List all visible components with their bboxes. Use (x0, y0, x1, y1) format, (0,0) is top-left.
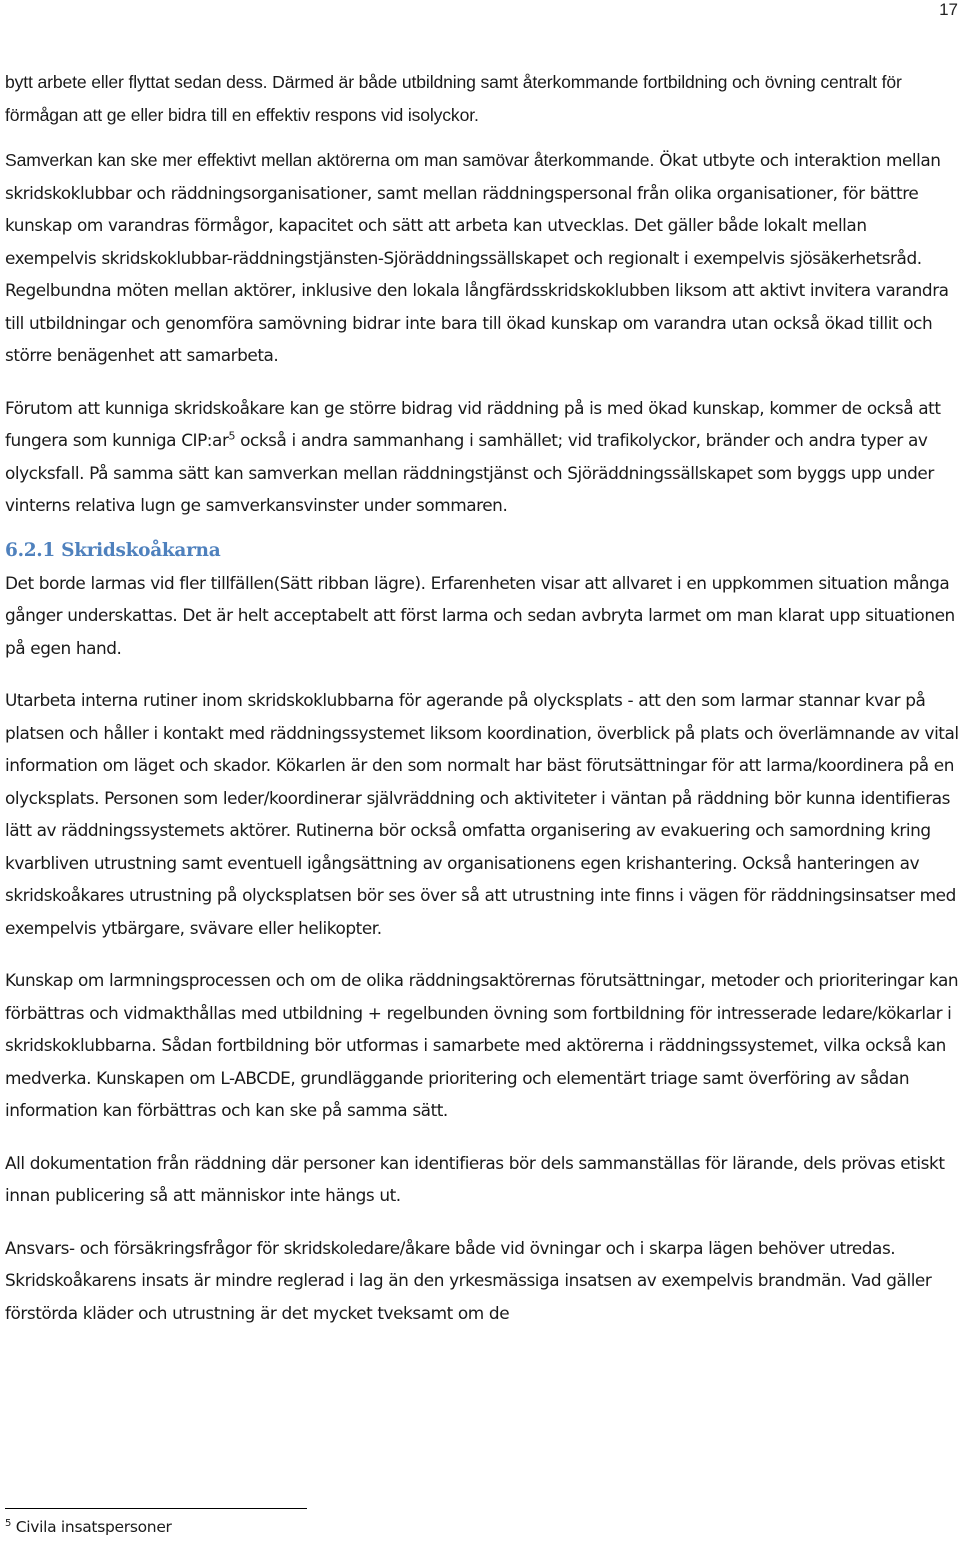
paragraph-gap (5, 1212, 960, 1232)
paragraph-cooperation (5, 144, 960, 372)
section-heading: 6.2.1 Skridskoåkarna (5, 539, 221, 561)
footnote-mark: 5 (5, 1517, 12, 1529)
paragraph-insurance: Ansvars- och försäkringsfrågor för skridskoledare/åkare både vid övningar och i skarpa lägen behöver utredas. Skridskoåkarens insats är mindre reglerad i lag än den yrkesmässiga insatsen av exempelvis brandmän. Vad gäller förstörda kläder och utrustning är det mycket tveksamt om de (5, 1237, 932, 1323)
paragraph-gap (5, 944, 960, 964)
page-number: 17 (939, 0, 958, 19)
paragraph-cip-part1: Förutom att kunniga skridskoåkare kan ge större bidrag vid räddning på is med ökad kunskap, kommer de också att fungera som kunniga CIP:ar (5, 397, 941, 450)
document-body (5, 66, 960, 1329)
paragraph-cip (5, 392, 960, 522)
footnote-reference[interactable]: 5 (228, 429, 236, 443)
paragraph-alarm: Det borde larmas vid fler tillfällen(Sätt ribban lägre). Erfarenheten visar att allvaret i en uppkommen situation många gånger underskattas. Det är helt acceptabelt att först larma och sedan avbryta larmet om man klarat upp situationen på egen hand. (5, 572, 955, 658)
footnote (5, 1518, 172, 1536)
paragraph-gap (5, 372, 960, 392)
footnote-text: Civila insatspersoner (11, 1518, 172, 1536)
paragraph-knowledge: Kunskap om larmningsprocessen och om de olika räddningsaktörernas förutsättningar, metoder och prioriteringar kan förbättras och vidmakthållas med utbildning + regelbunden övning som fortbildning för intresserade ledare/kökarlar i skridskoklubbarna. Sådan fortbildning bör utformas i samarbete med aktörerna i räddningssystemet, vilka också kan medverka. Kunskapen om L-ABCDE, grundläggande prioritering och elementärt triage samt överföring av sådan information kan förbättras och kan ske på samma sätt. (5, 970, 959, 1120)
paragraph-routines: Utarbeta interna rutiner inom skridskoklubbarna för agerande på olycksplats - att den som larmar stannar kvar på platsen och håller i kontakt med räddningssystemet liksom koordination, överblick på plats och överlämnande av vital information om läget och skador. Kökarlen är den som normalt har bäst förutsättningar för att larma/koordinera på en olycksplats. Personen som leder/koordinerar självräddning och aktiviteter i väntan på räddning bör kunna identifieras lätt av räddningssystemets aktörer. Rutinerna bör också omfatta organisering av evakuering och samordning kring kvarbliven utrustning samt eventuell igångsättning av organisationens egen krishantering. Också hanteringen av skridskoåkares utrustning på olycksplatsen bör ses över så att utrustning inte finns i vägen för räddningsinsatser med exempelvis ytbärgare, svävare eller helikopter. (5, 690, 959, 938)
paragraph-cooperation-lead: Samverkan kan ske mer effektivt mellan aktörerna om man samövar återkommande. (5, 150, 655, 170)
footnote-separator (5, 1508, 307, 1509)
paragraph-gap (5, 664, 960, 684)
paragraph-cip-part2: också i andra sammanhang i samhället; vid trafikolyckor, bränder och andra typer av olycksfall. På samma sätt kan samverkan mellan räddningstjänst och Sjöräddningssällskapet som byggs upp under vinterns relativa lugn ge samverkansvinster under sommaren. (5, 430, 934, 515)
paragraph-cooperation-rest: Ökat utbyte och interaktion mellan skridskoklubbar och räddningsorganisationer, samt mellan räddningspersonal från olika organisationer, för bättre kunskap om varandras förmågor, kapacitet och sätt att arbeta kan utvecklas. Det gäller både lokalt mellan exempelvis skridskoklubbar-räddningstjänsten-Sjöräddningssällskapet och regionalt i exempelvis sjösäkerhetsråd. Regelbundna möten mellan aktörer, inklusive den lokala långfärdsskridskoklubben liksom att aktivt invitera varandra till utbildningar och genomföra samövning bidrar inte bara till ökad kunskap om varandra utan också ökad tillit och större benägenhet att samarbeta. (5, 150, 949, 365)
paragraph-documentation: All dokumentation från räddning där personer kan identifieras bör dels sammanställas för lärande, dels prövas etiskt innan publicering så att människor inte hängs ut. (5, 1152, 945, 1205)
paragraph-training: bytt arbete eller flyttat sedan dess. Därmed är både utbildning samt återkommande fortbildning och övning centralt för förmågan att ge eller bidra till en effektiv respons vid isolyckor. (5, 72, 902, 125)
paragraph-gap (5, 522, 960, 535)
paragraph-gap (5, 1127, 960, 1147)
paragraph-gap (5, 131, 960, 144)
